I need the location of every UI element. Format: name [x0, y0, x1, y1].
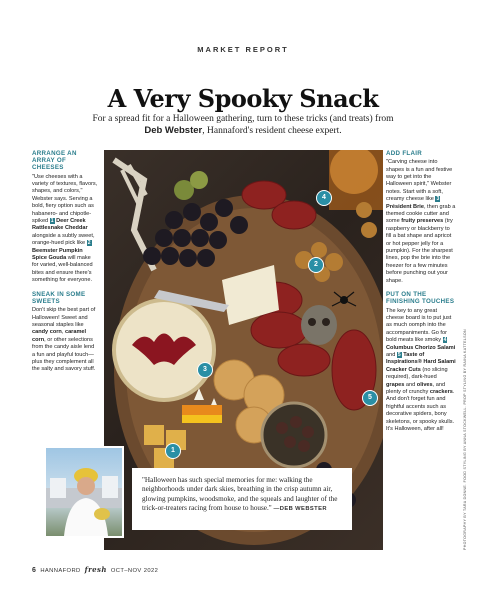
flair-text-2: , then grab a themed cookie cutter and some: [386, 203, 456, 225]
flair-heading: ADD FLAIR: [386, 150, 423, 157]
finishing-text-3: (no slicing required), dark-hued: [386, 366, 448, 381]
sweet-item-2: caramel corn: [32, 329, 87, 343]
cheeses-heading: ARRANGE AN ARRAY OF CHEESES: [32, 150, 77, 172]
flair-text-3: (try raspberry or blackberry to fill a bat shape and apricot or hot pepper jelly for a pumpkin). For the sharpest lines, pop the brie into the freezer for a few minutes before punching out your shape.: [386, 218, 453, 284]
finishing-heading: PUT ON THE FINISHING TOUCHES: [386, 291, 455, 306]
footer-brand: HANNAFORD: [40, 568, 81, 574]
right-column: [386, 150, 456, 439]
photo-marker-5: 5: [362, 390, 378, 406]
sweets-text-3: , or other selections from the candy aisle lend a fun and playful touch—plus they complement all the salty and savory stuff.: [32, 336, 96, 373]
cheeses-text-2: alongside a subtly sweet, orange-hued pick like: [32, 232, 95, 247]
headline: A Very Spooky Snack: [107, 84, 379, 113]
deck-author: Deb Webster: [144, 125, 203, 136]
flair-item-2: fruity preserves: [401, 218, 444, 225]
photo-marker-3: 3: [197, 362, 213, 378]
finishing-item-1: Columbus Chorizo Salami: [386, 344, 456, 351]
cheese-item-1: Deer Creek Rattlesnake Cheddar: [32, 218, 88, 232]
marker-inline-2: 2: [87, 240, 91, 247]
sweets-text-2: ,: [61, 329, 65, 336]
sweet-item-1: candy corn: [32, 329, 62, 336]
cheeses-text-3: will make for varied, well-balanced bites and ensure there's something for everyone.: [32, 255, 93, 284]
marker-inline-3: 3: [436, 196, 440, 203]
flair-text-1: "Carving cheese into shapes is a fun and festive way to get into the Halloween spirit," Webster notes. Start with a soft, creamy cheese like: [386, 159, 453, 203]
sweets-text-1: Don't skip the best part of Halloween! Sweet and seasonal staples like: [32, 307, 96, 328]
cheeses-text-1: "Use cheeses with a variety of textures, flavors, shapes, and colors," Webster says. Serving a bold, fiery option such as habanero- and chipotle-spiked: [32, 173, 98, 225]
finishing-item-5: crackers: [429, 388, 453, 395]
photo-marker-2: 2: [308, 257, 324, 273]
marker-inline-4: 4: [443, 337, 447, 344]
photo-credit-text: PHOTOGRAPHY BY TARA DONNE. FOOD STYLING BY ANNA STOCKWELL. PROP STYLING BY RAINA KATTELSON: [463, 329, 467, 550]
finishing-text-2: and: [386, 351, 397, 358]
photo-marker-1: 1: [165, 443, 181, 459]
deck-line-1: For a spread fit for a Halloween gathering, turn to these tricks (and treats) from: [92, 114, 394, 124]
finishing-text-4: and: [404, 381, 417, 388]
quote-attribution: —DEB WEBSTER: [273, 506, 327, 513]
finishing-item-4: olives: [416, 381, 433, 388]
finishing-item-2: Taste of Inspirations® Hard Salami Cracker Cuts: [386, 351, 456, 373]
sweets-heading: SNEAK IN SOME SWEETS: [32, 290, 86, 305]
footer-issue: OCT–NOV 2022: [110, 568, 159, 574]
section-label: MARKET REPORT: [197, 45, 289, 54]
finishing-text-5: , and plenty of crunchy: [386, 381, 446, 395]
left-column: [32, 150, 98, 380]
finishing-body: [386, 308, 456, 434]
cheese-item-2: Beemster Pumpkin Spice Gouda: [32, 247, 83, 262]
photo-marker-4: 4: [316, 190, 332, 206]
flair-item-1: Président Brie: [386, 203, 424, 210]
finishing-item-3: grapes: [386, 381, 405, 388]
footer-magazine: fresh: [84, 565, 107, 574]
marker-inline-5: 5: [397, 351, 401, 358]
author-photo-illustration: [46, 448, 122, 536]
cheeses-body: [32, 174, 98, 285]
flair-body: [386, 159, 456, 285]
finishing-text-1: The key to any great cheese board is to put just as much oomph into the accompaniments. Go for bold meats like smoky: [386, 307, 452, 344]
sweets-body: [32, 307, 98, 374]
finishing-text-6: . And don't forget fun and frightful accents such as decorative spiders, bony skeletons, or spooky skulls. It's Halloween, after all!: [386, 388, 455, 433]
photo-credit: [463, 300, 471, 550]
page-footer: [32, 565, 158, 574]
marker-inline-1: 1: [50, 218, 54, 225]
deck-line-2: , Hannaford's resident cheese expert.: [202, 126, 342, 136]
pull-quote: [132, 468, 352, 530]
quote-text: "Halloween has such special memories for me: walking the neighborhoods under dark skies, breathing in the crisp autumn air, glowing pumpkins, woodsmoke, and the squeals and laughter of the trick-or-treaters racing from house to house.": [142, 476, 338, 513]
deck: [60, 113, 426, 137]
page-number: 6: [32, 567, 37, 574]
author-photo: [44, 446, 124, 538]
